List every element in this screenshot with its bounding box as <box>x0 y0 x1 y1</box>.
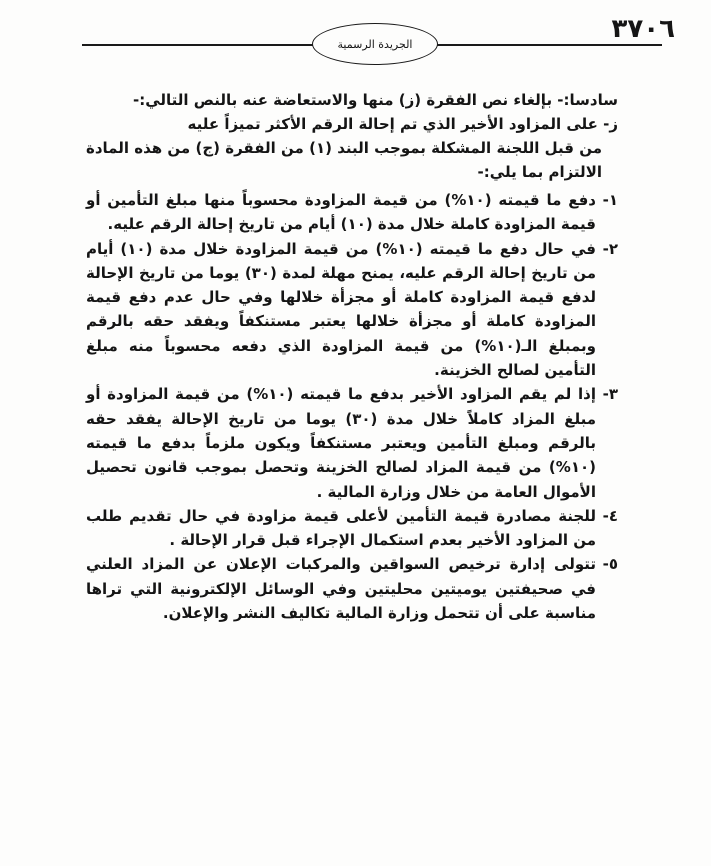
intro-paragraph <box>86 88 618 184</box>
page-number: ٣٧٠٦ <box>611 14 675 44</box>
publication-badge <box>312 23 438 65</box>
list-item <box>86 504 618 553</box>
item-number: ٥- <box>602 555 618 574</box>
item-number: ٢- <box>602 239 618 258</box>
document-body <box>86 88 618 625</box>
intro-lead: سادسا:- بإلغاء نص الفقرة (ز) منها والاستعاضة عنه بالنص التالي:- <box>132 91 618 109</box>
item-text: للجنة مصادرة قيمة التأمين لأعلى قيمة مزاودة في حال تقديم طلب من المزاود الأخير بعدم استكمال الإجراء قبل قرار الإحالة . <box>86 506 596 550</box>
clause-z-body: من قبل اللجنة المشكلة بموجب البند (١) من الفقرة (ج) من هذه المادة الالتزام بما يلي:- <box>86 139 602 181</box>
list-item <box>86 382 618 503</box>
item-number: ٣- <box>602 385 618 404</box>
list-item <box>86 237 618 383</box>
item-text: إذا لم يقم المزاود الأخير بدفع ما قيمته (١٠%) من قيمة المزاودة أو مبلغ المزاد كاملاً خلال مدة (٣٠) يوما من تاريخ الإحالة يفقد حقه بالرقم ومبلغ التأمين ويعتبر مستنكفاً ويكون ملزماً بدفع ما قيمته (١٠%) من قيمة المزاد لصالح الخزينة وتحصل بموجب قانون تحصيل الأموال العامة من خلال وزارة المالية . <box>86 385 596 501</box>
list-item <box>86 552 618 625</box>
publication-name: الجريدة الرسمية <box>337 37 413 51</box>
item-text: دفع ما قيمته (١٠%) من قيمة المزاودة محسوباً منها مبلغ التأمين أو قيمة المزاودة كاملة خلال مدة (١٠) أيام من تاريخ إحالة الرقم عليه. <box>86 191 596 234</box>
item-text: تتولى إدارة ترخيص السواقين والمركبات الإعلان عن المزاد العلني في صحيفتين يوميتين محليتين وفي الوسائل الإلكترونية التي تراها مناسبة على أن تتحمل وزارة المالية تكاليف النشر والإعلان. <box>86 555 596 623</box>
item-number: ١- <box>602 191 618 209</box>
list-item <box>86 188 618 237</box>
obligations-list <box>86 188 618 625</box>
item-number: ٤- <box>602 506 618 525</box>
item-text: في حال دفع ما قيمته (١٠%) من قيمة المزاودة خلال مدة (١٠) أيام من تاريخ إحالة الرقم عليه، يمنح مهلة لمدة (٣٠) يوما من تاريخ الإحالة لدفع قيمة المزاودة كاملة أو مجزأة خلالها وفي حال عدم دفع قيمة المزاودة كاملة أو مجزأة خلالها يعتبر مستنكفاً ويفقد حقه بالرقم وبمبلغ الـ(١٠%) من قيمة المزاودة الذي دفعه محسوباً منه مبلغ التأمين لصالح الخزينة. <box>86 239 597 380</box>
clause-z-heading: ز- على المزاود الأخير الذي تم إحالة الرقم الأكثر تميزاً عليه <box>187 115 618 133</box>
